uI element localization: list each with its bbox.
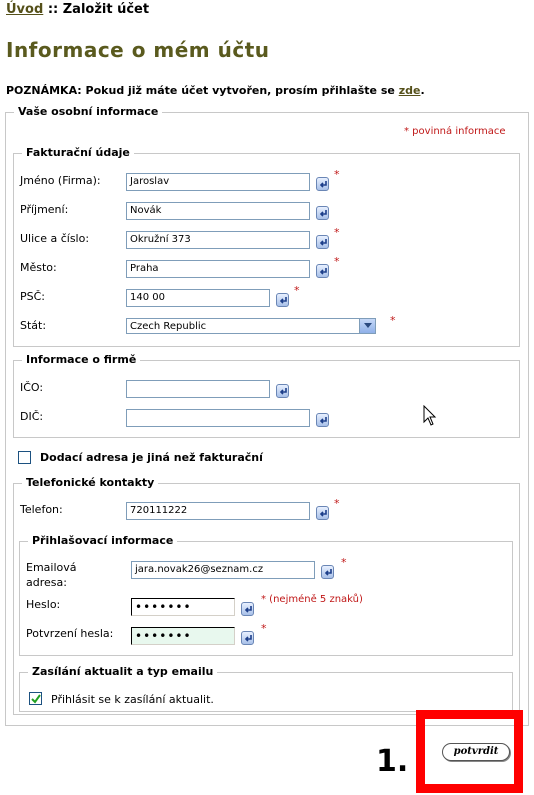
- name-input[interactable]: Jaroslav: [126, 173, 310, 191]
- confirm-password-input[interactable]: •••••••: [131, 627, 235, 645]
- newsletter-fieldset: [19, 665, 513, 712]
- note-suffix: .: [420, 84, 425, 97]
- breadcrumb-separator: ::: [47, 2, 59, 17]
- zip-label: PSČ:: [20, 290, 46, 303]
- ico-label: IČO:: [20, 381, 44, 394]
- phone-input[interactable]: 720111222: [126, 502, 310, 520]
- required-star: *: [261, 622, 267, 635]
- login-note: [6, 84, 425, 97]
- name-label: Jméno (Firma):: [20, 174, 101, 187]
- phone-label: Telefon:: [20, 503, 63, 516]
- country-label: Stát:: [20, 319, 47, 332]
- breadcrumb-home-link[interactable]: Úvod: [6, 2, 44, 17]
- surname-label: Příjmení:: [20, 203, 69, 216]
- required-note: * povinná informace: [404, 126, 506, 137]
- help-icon[interactable]: [276, 293, 289, 307]
- page-title: Informace o mém účtu: [6, 38, 270, 62]
- password-input[interactable]: •••••••: [131, 598, 235, 616]
- step-number: 1.: [376, 744, 409, 779]
- help-icon[interactable]: [276, 384, 289, 398]
- billing-legend: Fakturační údaje: [22, 146, 134, 160]
- login-link[interactable]: zde: [398, 84, 421, 97]
- password-hint: * (nejméně 5 znaků): [261, 594, 363, 605]
- help-icon[interactable]: [316, 235, 329, 249]
- help-icon[interactable]: [316, 177, 329, 191]
- phone-legend: Telefonické kontakty: [22, 476, 158, 490]
- dic-input[interactable]: [126, 409, 310, 427]
- required-star: *: [334, 168, 340, 181]
- street-input[interactable]: Okružní 373: [126, 231, 310, 249]
- surname-input[interactable]: Novák: [126, 202, 310, 220]
- help-icon[interactable]: [241, 631, 254, 645]
- country-select[interactable]: [126, 318, 376, 334]
- dic-label: DIČ:: [20, 410, 44, 423]
- newsletter-checkbox[interactable]: [29, 692, 42, 705]
- help-icon[interactable]: [316, 413, 329, 427]
- city-input[interactable]: Praha: [126, 260, 310, 278]
- personal-info-legend: Vaše osobní informace: [14, 105, 162, 119]
- help-icon[interactable]: [316, 264, 329, 278]
- help-icon[interactable]: [316, 206, 329, 220]
- login-legend: Přihlašovací informace: [28, 534, 177, 548]
- zip-input[interactable]: 140 00: [126, 289, 270, 307]
- email-label-line2: adresa:: [26, 576, 67, 589]
- help-icon[interactable]: [241, 602, 254, 616]
- newsletter-legend: Zasílání aktualit a typ emailu: [28, 665, 217, 679]
- street-label: Ulice a číslo:: [20, 232, 90, 245]
- mouse-cursor-icon: [423, 405, 437, 430]
- help-icon[interactable]: [321, 565, 334, 579]
- required-star: *: [294, 284, 300, 297]
- required-star: *: [334, 255, 340, 268]
- note-prefix: POZNÁMKA:: [6, 84, 82, 97]
- checkmark-icon: [31, 694, 41, 704]
- delivery-label: Dodací adresa je jiná než fakturační: [40, 451, 263, 464]
- breadcrumb: [6, 2, 149, 17]
- email-input[interactable]: jara.novak26@seznam.cz: [131, 561, 315, 579]
- password-label: Heslo:: [26, 598, 61, 611]
- newsletter-label: Přihlásit se k zasílání aktualit.: [51, 693, 214, 706]
- chevron-down-icon[interactable]: [359, 319, 375, 333]
- help-icon[interactable]: [316, 506, 329, 520]
- company-legend: Informace o firmě: [22, 353, 140, 367]
- city-label: Město:: [20, 261, 57, 274]
- country-value: Czech Republic: [130, 321, 207, 332]
- confirm-password-label: Potvrzení hesla:: [26, 627, 114, 640]
- required-star: *: [341, 556, 347, 569]
- breadcrumb-current: Založit účet: [62, 2, 150, 17]
- required-star: *: [334, 226, 340, 239]
- required-star: *: [390, 314, 396, 327]
- required-star: *: [334, 497, 340, 510]
- delivery-checkbox[interactable]: [18, 451, 31, 464]
- ico-input[interactable]: [126, 380, 270, 398]
- note-text: Pokud již máte účet vytvořen, prosím přihlašte se: [85, 84, 395, 97]
- email-label-line1: Emailová: [26, 561, 77, 574]
- confirm-button[interactable]: potvrdit: [442, 743, 510, 761]
